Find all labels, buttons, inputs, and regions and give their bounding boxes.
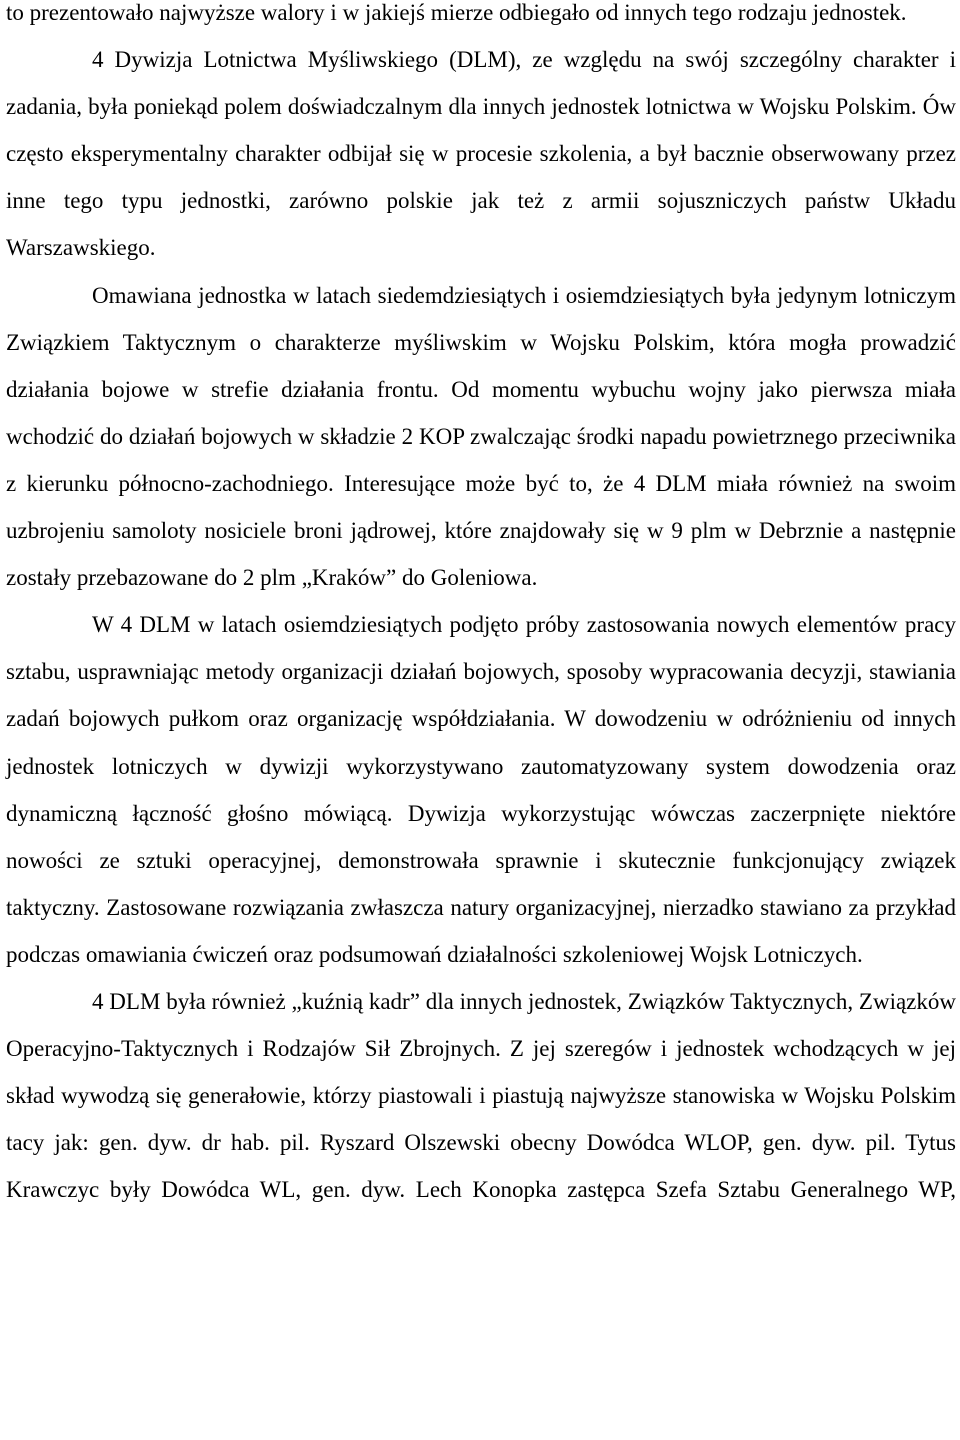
paragraph-4-dlm-intro: 4 Dywizja Lotnictwa Myśliwskiego (DLM), ze względu na swój szczególny charakter i zadania, była poniekąd polem doświadczalnym dla innych jednostek lotnictwa w Wojsku Polskim. Ów często eksperymentalny charakter odbijał się w procesie szkolenia, a był bacznie obserwowany przez inne tego typu jednostki, zarówno polskie jak też z armii sojuszniczych państw Układu Warszawskiego. [6, 47, 956, 261]
paragraph-continued: to prezentowało najwyższe walory i w jakiejś mierze odbiegało od innych tego rodzaju jednostek. [6, 0, 907, 25]
paragraph-unit-description: Omawiana jednostka w latach siedemdziesiątych i osiemdziesiątych była jedynym lotniczym Związkiem Taktycznym o charakterze myśliwskim w Wojsku Polskim, która mogła prowadzić działania bojowe w strefie działania frontu. Od momentu wybuchu wojny jako pierwsza miała wchodzić do działań bojowych w składzie 2 KOP zwalczając środki napadu powietrznego przeciwnika z kierunku północno-zachodniego. Interesujące może być to, że 4 DLM miała również na swoim uzbrojeniu samoloty nosiciele broni jądrowej, które znajdowały się w 9 plm w Debrznie a następnie zostały przebazowane do 2 plm „Kraków” do Goleniowa. [6, 282, 956, 591]
paragraph-staff-work: W 4 DLM w latach osiemdziesiątych podjęto próby zastosowania nowych elementów pracy sztabu, usprawniając metody organizacji działań bojowych, sposoby wypracowania decyzji, stawiania zadań bojowych pułkom oraz organizację współdziałania. W dowodzeniu w odróżnieniu od innych jednostek lotniczych w dywizji wykorzystywano zautomatyzowany system dowodzenia oraz dynamiczną łączność głośno mówiącą. Dywizja wykorzystując wówczas zaczerpnięte niektóre nowości ze sztuki operacyjnej, demonstrowała sprawnie i skutecznie funkcjonujący związek taktyczny. Zastosowane rozwiązania zwłaszcza natury organizacyjnej, nierzadko stawiano za przykład podczas omawiania ćwiczeń oraz podsumowań działalności szkoleniowej Wojsk Lotniczych. [6, 612, 956, 967]
paragraph-cadre-forge: 4 DLM była również „kuźnią kadr” dla innych jednostek, Związków Taktycznych, Związków Operacyjno-Taktycznych i Rodzajów Sił Zbrojnych. Z jej szeregów i jednostek wchodzących w jej skład wywodzą się generałowie, którzy piastowali i piastują najwyższe stanowiska w Wojsku Polskim tacy jak: gen. dyw. dr hab. pil. Ryszard Olszewski obecny Dowódca WLOP, gen. dyw. pil. Tytus Krawczyc były Dowódca WL, gen. dyw. Lech Konopka zastępca Szefa Sztabu Generalnego WP, [6, 988, 956, 1203]
